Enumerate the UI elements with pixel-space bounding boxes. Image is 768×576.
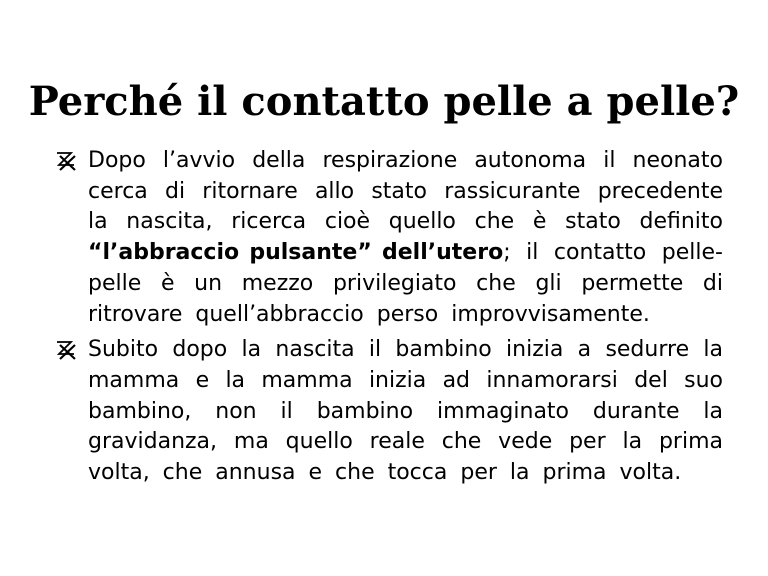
bullet-list: [55, 146, 723, 494]
z-bullet-icon: [55, 339, 79, 363]
slide-title: Perché il contatto pelle a pelle?: [28, 78, 740, 125]
bullet-emphasis: “l’abbraccio pulsante” dell’utero: [88, 240, 504, 266]
bullet-text-part: Subito dopo la nascita il bambino inizia a sedurre la mamma e la mamma inizia ad innamorarsi del suo bambino, non il bambino immaginato durante la gravidanza, ma quello reale che vede per la prima volta, che annusa e che tocca per la prima volta.: [88, 337, 723, 486]
bullet-item: [55, 146, 723, 330]
bullet-text-part: Dopo l’avvio della respirazione autonoma il neonato cerca di ritornare allo stato rassicurante precedente la nascita, ricerca cioè quello che è stato definito: [88, 148, 723, 235]
bullet-text: [88, 335, 723, 489]
bullet-text-part: ; il contatto pelle-pelle è un mezzo privilegiato che gli permette di ritrovare quell’abbraccio perso improvvisamente.: [88, 240, 723, 327]
z-bullet-icon: [55, 150, 79, 174]
bullet-text: [88, 146, 723, 330]
bullet-item: [55, 335, 723, 489]
